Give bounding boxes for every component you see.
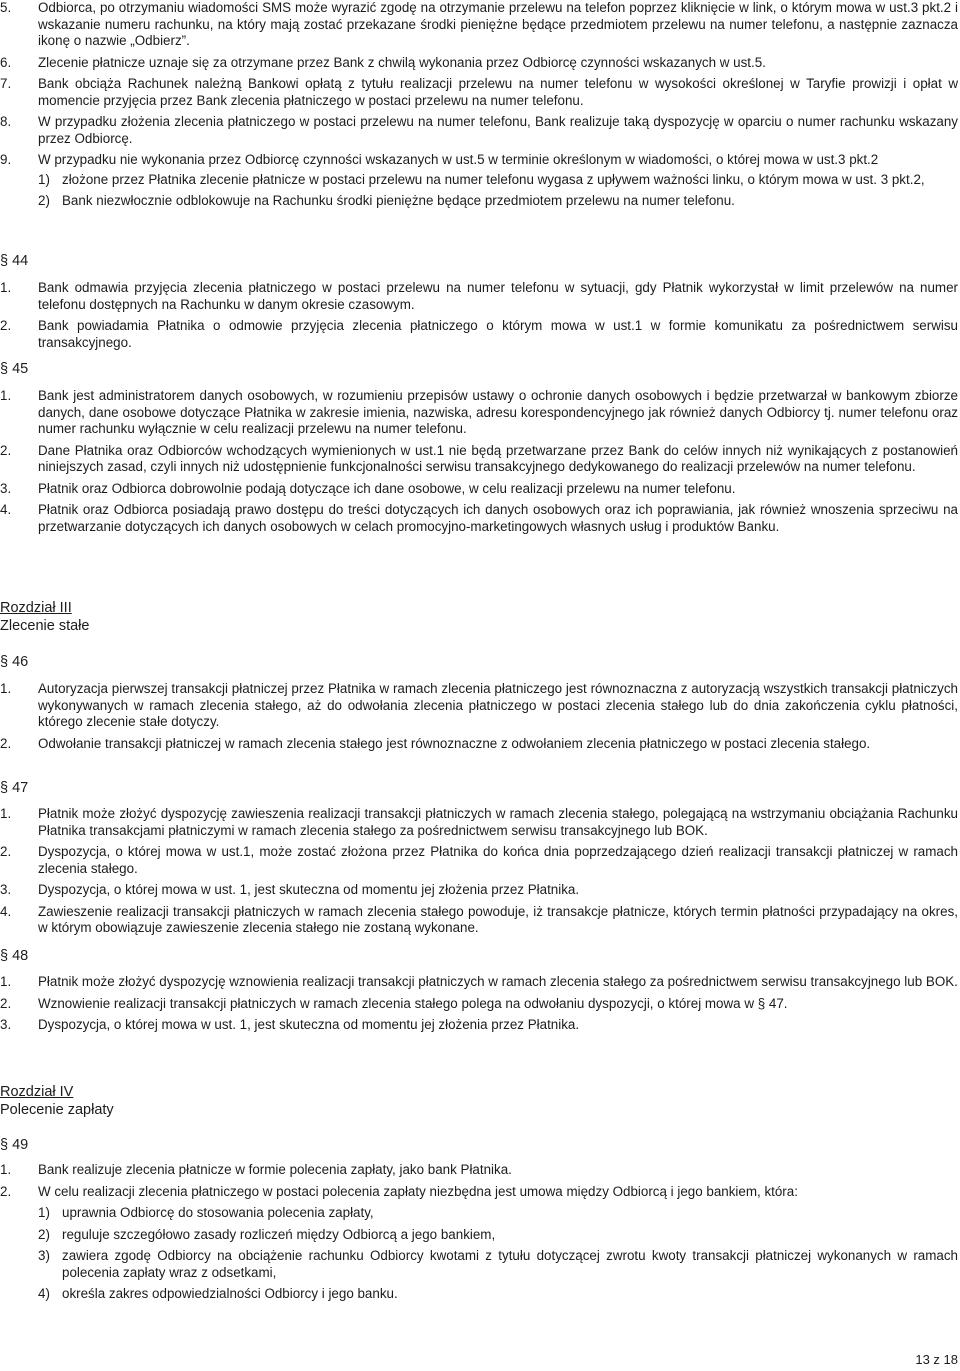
- section-items-5-9: [0, 0, 960, 210]
- paragraph-label-47: § 47: [0, 780, 29, 796]
- list-item: [0, 76, 960, 109]
- item-text: Wznowienie realizacji transakcji płatniczych w ramach zlecenia stałego polega na odwołaniu dyspozycji, o której mowa w § 47.: [38, 995, 788, 1011]
- item-number: 3.: [0, 882, 12, 897]
- list-item: [0, 481, 960, 498]
- sub-item: [0, 1205, 960, 1222]
- sub-item-text: określa zakres odpowiedzialności Odbiorcy i jego banku.: [62, 1286, 398, 1301]
- list-item: [0, 736, 960, 753]
- list-item: [0, 280, 960, 313]
- item-number: 2.: [0, 844, 12, 859]
- list-item: [0, 806, 960, 839]
- item-number: 1.: [0, 280, 12, 295]
- item-number: 1.: [0, 1162, 12, 1177]
- item-number: 2.: [0, 318, 12, 333]
- item-text: Płatnik może złożyć dyspozycję zawieszenia realizacji transakcji płatniczych w ramach zlecenia stałego, polegającą na wstrzymaniu obciążania Rachunku Płatnika transakcjami płatniczymi w ramach zlecenia stałego za pośrednictwem serwisu transakcyjnego lub BOK.: [38, 806, 958, 838]
- paragraph-label-44: § 44: [0, 253, 29, 269]
- paragraph-label-49: § 49: [0, 1137, 29, 1153]
- item-text: Płatnik oraz Odbiorca posiadają prawo dostępu do treści dotyczących ich danych osobowych oraz ich poprawiania, jak również wnoszenia sprzeciwu na przetwarzanie dotyczących ich danych osobowych w celach promocyjno-marketingowych własnych usług i produktów Banku.: [38, 502, 958, 534]
- item-text: Dyspozycja, o której mowa w ust.1, może zostać złożona przez Płatnika do końca dnia poprzedzającego dzień realizacji transakcji płatniczej w ramach zlecenia stałego.: [38, 844, 958, 876]
- sub-item-text: reguluje szczegółowo zasady rozliczeń między Odbiorcą a jego bankiem,: [62, 1226, 496, 1242]
- item-text: W przypadku nie wykonania przez Odbiorcę czynności wskazanych w ust.5 w terminie określonym w wiadomości, o której mowa w ust.3 pkt.2: [38, 152, 879, 167]
- item-text: Płatnik może złożyć dyspozycję wznowienia realizacji transakcji płatniczych w ramach zlecenia stałego za pośrednictwem serwisu transakcyjnego lub BOK.: [38, 974, 958, 989]
- sub-item: [0, 193, 960, 210]
- list-item: [0, 844, 960, 877]
- item-text: Bank realizuje zlecenia płatnicze w formie polecenia zapłaty, jako bank Płatnika.: [38, 1162, 512, 1177]
- item-text: Odbiorca, po otrzymaniu wiadomości SMS może wyrazić zgodę na otrzymanie przelewu na telefon poprzez kliknięcie w link, o którym mowa w ust.3 pkt.2 i wskazanie numeru rachunku, na który mają zostać przekazane środki pieniężne będące przedmiotem przelewu na numer telefonu, a następnie zaznacza ikonę o nazwie „Odbierz”.: [38, 0, 958, 48]
- sub-item-number: 2): [38, 1226, 50, 1242]
- item-number: 2.: [0, 1183, 12, 1199]
- item-text: Dyspozycja, o której mowa w ust. 1, jest skuteczna od momentu jej złożenia przez Płatnika.: [38, 1017, 580, 1032]
- sub-item-number: 1): [38, 1205, 50, 1220]
- list-item: [0, 1162, 960, 1179]
- item-number: 4.: [0, 903, 12, 919]
- list-item: [0, 443, 960, 476]
- item-text: Płatnik oraz Odbiorca dobrowolnie podają dotyczące ich dane osobowe, w celu realizacji przelewu na numer telefonu.: [38, 480, 736, 496]
- list-item: [0, 502, 960, 535]
- list-item: [0, 318, 960, 351]
- chapter-subtitle: Zlecenie stałe: [0, 618, 90, 634]
- chapter-title: Rozdział III: [0, 600, 72, 616]
- item-text: Zawieszenie realizacji transakcji płatniczych w ramach zlecenia stałego powoduje, iż transakcje płatnicze, których termin płatności przypadający na okres, w którym obowiązuje zawieszenie zlecenia stałego nie zostaną wykonane.: [38, 903, 958, 935]
- list-item: [0, 681, 960, 731]
- section-par-45: [0, 388, 960, 535]
- paragraph-label-48: § 48: [0, 948, 29, 964]
- item-number: 1.: [0, 681, 12, 696]
- item-text: Autoryzacja pierwszej transakcji płatniczej przez Płatnika w ramach zlecenia płatniczego jest równoznaczna z autoryzacją wszystkich transakcji płatniczych wykonywanych w ramach zlecenia stałego, aż do odwołania zlecenia płatniczego w postaci zlecenia stałego lub do dnia zakończenia cyklu płatności, którego zlecenie stałe dotyczy.: [38, 681, 958, 729]
- page-number: 13 z 18: [915, 1352, 958, 1367]
- sub-item-text: zawiera zgodę Odbiorcy na obciążenie rachunku Odbiorcy kwotami z tytułu dotyczącej zwrotu kwoty transakcji płatniczej wykonanych w ramach polecenia zapłaty wraz z odsetkami,: [62, 1248, 958, 1280]
- sub-item-number: 1): [38, 171, 50, 187]
- item-number: 1.: [0, 974, 12, 989]
- item-number: 2.: [0, 442, 12, 458]
- item-number: 3.: [0, 1017, 12, 1032]
- item-number: 4.: [0, 502, 12, 517]
- item-number: 1.: [0, 388, 12, 403]
- sub-item-text: uprawnia Odbiorcę do stosowania polecenia zapłaty,: [62, 1205, 374, 1220]
- list-item: [0, 0, 960, 50]
- item-text: Bank powiadamia Płatnika o odmowie przyjęcia zlecenia płatniczego o którym mowa w ust.1 w formie komunikatu za pośrednictwem serwisu transakcyjnego.: [38, 318, 958, 350]
- paragraph-label-46: § 46: [0, 654, 29, 670]
- item-number: 6.: [0, 54, 12, 70]
- list-item: [0, 1184, 960, 1201]
- item-number: 5.: [0, 0, 12, 15]
- item-text: Dyspozycja, o której mowa w ust. 1, jest skuteczna od momentu jej złożenia przez Płatnika.: [38, 882, 580, 897]
- item-text: Dane Płatnika oraz Odbiorców wchodzących wymienionych w ust.1 nie będą przetwarzane przez Bank do celów innych niż wynikających z postanowień niniejszych zasad, czyli innych niż udostępnienie funkcjonalności serwisu transakcyjnego dedykowanego do realizacji przelewów na numer telefonu.: [38, 442, 958, 474]
- item-text: Bank odmawia przyjęcia zlecenia płatniczego w postaci przelewu na numer telefonu w sytuacji, gdy Płatnik wykorzystał w limit przelewów na numer telefonu dostępnych na Rachunku w danym okresie czasowym.: [38, 280, 958, 312]
- list-item: [0, 114, 960, 147]
- section-par-46: [0, 681, 960, 752]
- item-text: Bank obciąża Rachunek należną Bankowi opłatą z tytułu realizacji przelewu na numer telefonu w wysokości określonej w Taryfie prowizji i opłat w momencie przyjęcia przez Bank zlecenia płatniczego w postaci przelewu na numer telefonu.: [38, 76, 958, 108]
- list-item: [0, 904, 960, 937]
- sub-item-text: złożone przez Płatnika zlecenie płatnicze w postaci przelewu na numer telefonu wygasa z upływem ważności linku, o którym mowa w ust. 3 pkt.2,: [62, 171, 925, 187]
- sub-item-number: 2): [38, 193, 50, 208]
- paragraph-label-45: § 45: [0, 361, 29, 377]
- item-text: W celu realizacji zlecenia płatniczego w postaci polecenia zapłaty niezbędna jest umowa między Odbiorcą i jego bankiem, która:: [38, 1183, 798, 1199]
- section-par-44: [0, 280, 960, 351]
- item-text: Bank jest administratorem danych osobowych, w rozumieniu przepisów ustawy o ochronie danych osobowych i będzie przetwarzał w bankowym zbiorze danych, dane osobowe dotyczące Płatnika w zakresie imienia, nazwiska, adresu korespondencyjnego jak również danych Odbiorcy tj. numer telefonu oraz numer rachunku wyłącznie w celu realizacji przelewu na numer telefonu.: [38, 388, 958, 436]
- item-number: 7.: [0, 76, 12, 91]
- section-par-49: [0, 1162, 960, 1303]
- section-par-48: [0, 974, 960, 1034]
- item-number: 2.: [0, 735, 12, 751]
- chapter-heading-4: [0, 1083, 114, 1119]
- item-text: Odwołanie transakcji płatniczej w ramach zlecenia stałego jest równoznaczne z odwołaniem zlecenia płatniczego w postaci zlecenia stałego.: [38, 735, 871, 751]
- list-item: [0, 55, 960, 72]
- sub-item: [0, 1248, 960, 1281]
- item-number: 1.: [0, 806, 12, 821]
- sub-item-text: Bank niezwłocznie odblokowuje na Rachunku środki pieniężne będące przedmiotem przelewu na numer telefonu.: [62, 193, 735, 208]
- item-number: 3.: [0, 480, 12, 496]
- sub-item-number: 4): [38, 1286, 50, 1301]
- item-number: 9.: [0, 152, 12, 167]
- item-text: W przypadku złożenia zlecenia płatniczego w postaci przelewu na numer telefonu, Bank realizuje taką dyspozycję w oparciu o numer rachunku wskazany przez Odbiorcę.: [38, 114, 958, 146]
- list-item: [0, 1017, 960, 1034]
- item-number: 2.: [0, 995, 12, 1011]
- item-text: Zlecenie płatnicze uznaje się za otrzymane przez Bank z chwilą wykonania przez Odbiorcę czynności wskazanych w ust.5.: [38, 54, 766, 70]
- chapter-subtitle: Polecenie zapłaty: [0, 1102, 114, 1118]
- section-par-47: [0, 806, 960, 937]
- list-item: [0, 882, 960, 899]
- sub-item: [0, 1227, 960, 1244]
- list-item: [0, 974, 960, 991]
- chapter-heading-3: [0, 599, 89, 635]
- item-number: 8.: [0, 114, 12, 129]
- sub-item: [0, 1286, 960, 1303]
- list-item: [0, 152, 960, 169]
- list-item: [0, 388, 960, 438]
- sub-item-number: 3): [38, 1248, 50, 1263]
- list-item: [0, 996, 960, 1013]
- chapter-title: Rozdział IV: [0, 1084, 74, 1100]
- sub-item: [0, 172, 960, 189]
